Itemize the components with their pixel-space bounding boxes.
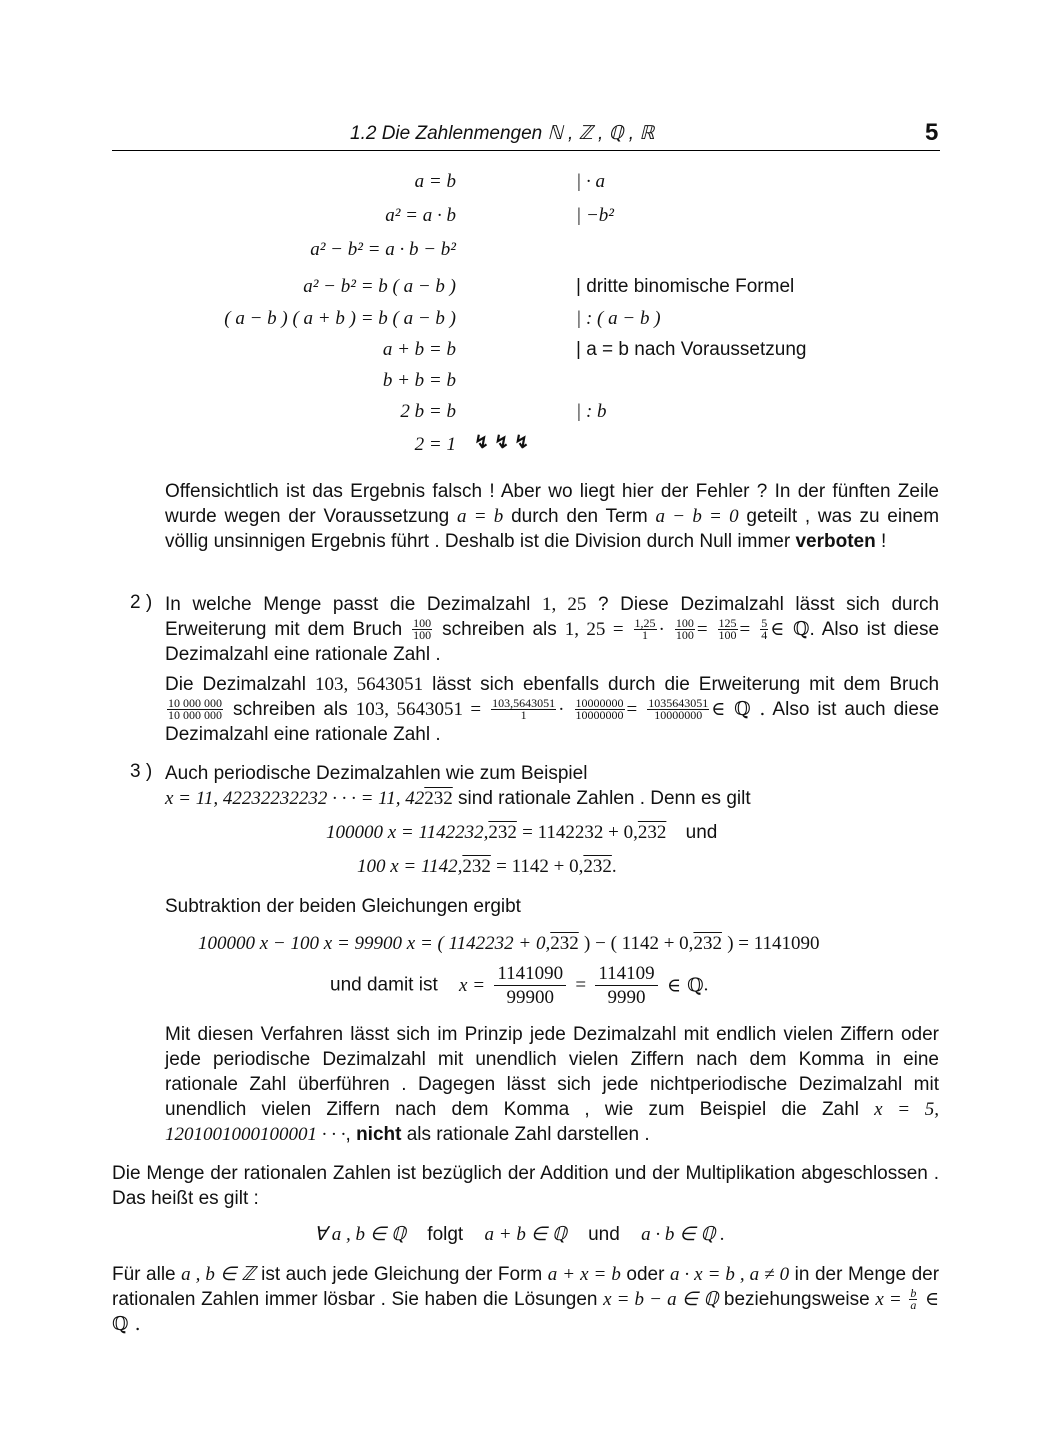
text: ! xyxy=(881,531,887,552)
header-rule xyxy=(112,150,940,151)
fraction: $\frac{100}{100}$ xyxy=(675,616,694,643)
math: 103, 5643051 = xyxy=(355,699,482,720)
fraction: $\frac{10000000}{10000000}$ xyxy=(575,696,624,723)
derivation-lhs: 2 b = b xyxy=(400,401,456,422)
derivation-lhs: a + b = b xyxy=(382,339,456,360)
derivation-lhs: a² − b² = b ( a − b ) xyxy=(303,276,456,297)
derivation-lhs: a² = a · b xyxy=(385,205,456,226)
text: Offensichtlich ist das Ergebnis falsch ! Aber wo liegt hier der Fehler ? In der fünften Zeile wurde wegen der Voraussetzung xyxy=(165,481,939,527)
paragraph-explanation xyxy=(165,479,939,554)
item-3-conclusion: Mit diesen Verfahren lässt sich im Prinzip jede Dezimalzahl mit endlich vielen Ziffern oder jede periodische Dezimalzahl mit unendlich vielen Ziffern nach dem Komma in eine rationale Zahl überführen . Dagegen lässt sich jede nichtperiodische Dezimalzahl mit unendlich vielen Ziffern nach dem Komma , wie zum Beispiel die Zahl x = 5, 1201001000100001 · · ·, nicht als rationale Zahl darstellen . xyxy=(165,1024,940,1145)
item-2-paragraph: In welche Menge passt die Dezimalzahl 1, 25 ? Diese Dezimalzahl lässt sich durch Erweiterung mit dem Bruch $\frac{100}{100}$ schreiben als 1, 25 = $\frac{1,25}{1}$ · $\frac{100}{100}$ = $\frac{125}{100}$ = $\frac{5}{4}$ ∈ ℚ. Also ist diese Dezimalzahl eine rationale Zahl . xyxy=(165,594,940,665)
text: geteilt , was zu einem völlig unsinnigen Ergebnis führt . Deshalb ist die Division durch Null immer xyxy=(165,506,940,552)
text: sind rationale Zahlen . Denn es gilt xyxy=(458,788,751,809)
derivation-rhs: | dritte binomische Formel xyxy=(576,276,795,297)
equation-4: und damit ist x = $\frac{1141090}{99900}$ = $\frac{114109}{9990}$ ∈ ℚ. xyxy=(330,963,709,1008)
math: 1, 25 xyxy=(542,594,587,615)
item-3-intro xyxy=(165,761,939,811)
fraction: $\frac{125}{100}$ xyxy=(718,616,737,643)
math: a − b = 0 xyxy=(655,506,739,527)
equation-3: 100000 x − 100 x = 99900 x = ( 1142232 + 0,232 ) − ( 1142 + 0,232 ) = 1141090 xyxy=(198,933,820,954)
solvability-paragraph: Für alle a , b ∈ ℤ ist auch jede Gleichung der Form a + x = b oder a · x = b , a ≠ 0 in der Menge der rationalen Zahlen immer lösbar . Sie haben die Lösungen x = b − a ∈ ℚ beziehungsweise x = $\frac{b}{a}$ ∈ ℚ . xyxy=(112,1264,940,1335)
running-header: 1.2 Die Zahlenmengen ℕ , ℤ , ℚ , ℝ xyxy=(350,123,655,144)
subtraction-text: Subtraktion der beiden Gleichungen ergibt xyxy=(165,896,521,917)
text: Also ist auch diese Dezimalzahl eine rationale Zahl . xyxy=(165,699,940,745)
fraction: $\frac{10 000 000}{10 000 000}$ xyxy=(168,696,222,723)
fraction: $\frac{114109}{9990}$ xyxy=(595,962,657,1009)
equation-1: 100000 x = 1142232,232 = 1142232 + 0,232 und xyxy=(326,822,718,843)
closure-formula: ∀ a , b ∈ ℚ folgt a + b ∈ ℚ und a · b ∈ ℚ . xyxy=(314,1224,725,1245)
page-number: 5 xyxy=(925,119,939,146)
derivation-rhs: | : b xyxy=(576,401,607,422)
contradiction-icon: ↯ ↯ ↯ xyxy=(474,432,530,452)
text: lässt sich ebenfalls durch die Erweiterung mit dem Bruch xyxy=(432,674,940,695)
text: als rationale Zahl darstellen . xyxy=(406,1124,650,1145)
text: durch den Term xyxy=(511,506,648,527)
math: a = b xyxy=(456,506,504,527)
text: schreiben als xyxy=(233,699,348,720)
derivation-lhs: a = b xyxy=(414,171,456,192)
item-number: 2 ) xyxy=(130,592,153,613)
equation-2: 100 x = 1142,232 = 1142 + 0,232. xyxy=(357,856,617,877)
text: Auch periodische Dezimalzahlen wie zum Beispiel xyxy=(165,763,588,784)
item-number: 3 ) xyxy=(130,761,153,782)
math: x = 11, 42232232232 · · · = 11, 42 xyxy=(165,788,425,809)
text: In welche Menge passt die Dezimalzahl xyxy=(165,594,531,615)
fraction: $\frac{b}{a}$ xyxy=(910,1286,917,1313)
text: Die Dezimalzahl xyxy=(165,674,306,695)
fraction: $\frac{1141090}{99900}$ xyxy=(494,962,566,1009)
fraction: $\frac{100}{100}$ xyxy=(413,616,432,643)
derivation-rhs: | a = b nach Voraussetzung xyxy=(576,339,807,360)
text: Mit diesen Verfahren lässt sich im Prinzip jede Dezimalzahl mit endlich vielen Ziffern oder jede periodische Dezimalzahl mit unendlich vielen Ziffern nach dem Komma in eine rationale Zahl überführen . Dagegen lässt sich jede nichtperiodische Dezimalzahl mit unendlich vielen Ziffern nach dem Komma , wie zum Beispiel die Zahl xyxy=(165,1024,939,1120)
math: 103, 5643051 xyxy=(314,674,424,695)
text: . Also ist diese Dezimalzahl eine rationale Zahl . xyxy=(165,619,940,665)
fraction: $\frac{103,5643051}{1}$ xyxy=(492,696,556,723)
derivation-rhs: | −b² xyxy=(576,205,614,226)
derivation-lhs: 2 = 1 xyxy=(414,434,456,455)
math: x = 5, 1201001000100001 · · · xyxy=(165,1099,940,1145)
text: ? Diese Dezimalzahl lässt sich durch Erweiterung mit dem Bruch xyxy=(165,594,940,640)
fraction: $\frac{1035643051}{10000000}$ xyxy=(648,696,709,723)
math: 1, 25 = xyxy=(564,619,624,640)
derivation-lhs: b + b = b xyxy=(382,370,456,391)
item-2-paragraph-2: Die Dezimalzahl 103, 5643051 lässt sich ebenfalls durch die Erweiterung mit dem Bruch $\frac{10 000 000}{10 000 000}$ schreiben als 103, 5643051 = $\frac{103,5643051}{1}$ · $\frac{10000000}{10000000}$ = $\frac{1035643051}{10000000}$ ∈ ℚ . Also ist auch diese Dezimalzahl eine rationale Zahl . xyxy=(165,674,940,745)
fraction: $\frac{1,25}{1}$ xyxy=(634,616,656,643)
fraction: $\frac{5}{4}$ xyxy=(761,616,768,643)
period-overline: 232 xyxy=(424,788,453,809)
derivation-lhs: a² − b² = a · b − b² xyxy=(310,239,456,260)
derivation-rhs: | · a xyxy=(576,171,605,192)
bold-word: nicht xyxy=(356,1124,402,1145)
derivation-lhs: ( a − b ) ( a + b ) = b ( a − b ) xyxy=(224,308,456,329)
bold-word: verboten xyxy=(795,531,876,552)
closure-paragraph: Die Menge der rationalen Zahlen ist bezüglich der Addition und der Multiplikation abgeschlossen . Das heißt es gilt : xyxy=(112,1163,939,1209)
text: schreiben als xyxy=(442,619,557,640)
derivation-rhs: | : ( a − b ) xyxy=(576,308,661,329)
